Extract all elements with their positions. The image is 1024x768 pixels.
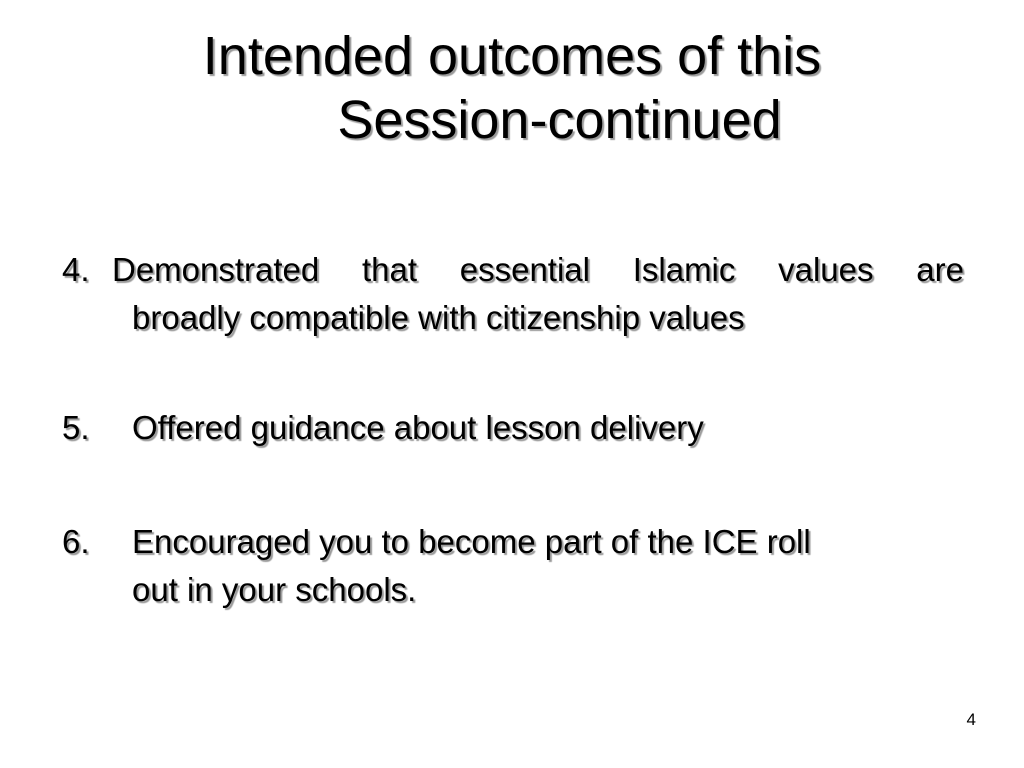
page-number: 4 <box>966 710 976 729</box>
outcomes-list <box>62 246 964 614</box>
slide-title <box>0 24 1024 152</box>
list-item-4-first-segment <box>62 246 319 294</box>
list-item-word: Islamic <box>632 251 736 288</box>
list-item-6 <box>62 518 964 614</box>
list-item-number: 5. <box>62 409 90 446</box>
list-item-text: Offered guidance about lesson delivery <box>132 409 704 446</box>
list-item-4-line-1 <box>62 246 964 294</box>
list-item-5-line-1 <box>62 404 964 452</box>
list-item-word: Demonstrated <box>112 251 320 288</box>
list-item-word: essential <box>459 251 590 288</box>
list-item-word: values <box>778 251 874 288</box>
list-item-5 <box>62 404 964 452</box>
list-item-word: are <box>916 251 964 288</box>
list-item-4 <box>62 246 964 342</box>
list-item-6-line-2: out in your schools. <box>132 571 417 608</box>
list-item-text: Encouraged you to become part of the ICE roll <box>132 523 811 560</box>
list-item-word: that <box>361 251 418 288</box>
list-item-number: 6. <box>62 523 90 560</box>
slide-title-line-1: Intended outcomes of this <box>202 26 822 86</box>
list-item-4-line-2: broadly compatible with citizenship values <box>132 299 745 336</box>
list-item-number: 4. <box>62 251 90 288</box>
slide-title-line-2: Session-continued <box>337 90 782 150</box>
list-item-6-line-1 <box>62 518 964 566</box>
